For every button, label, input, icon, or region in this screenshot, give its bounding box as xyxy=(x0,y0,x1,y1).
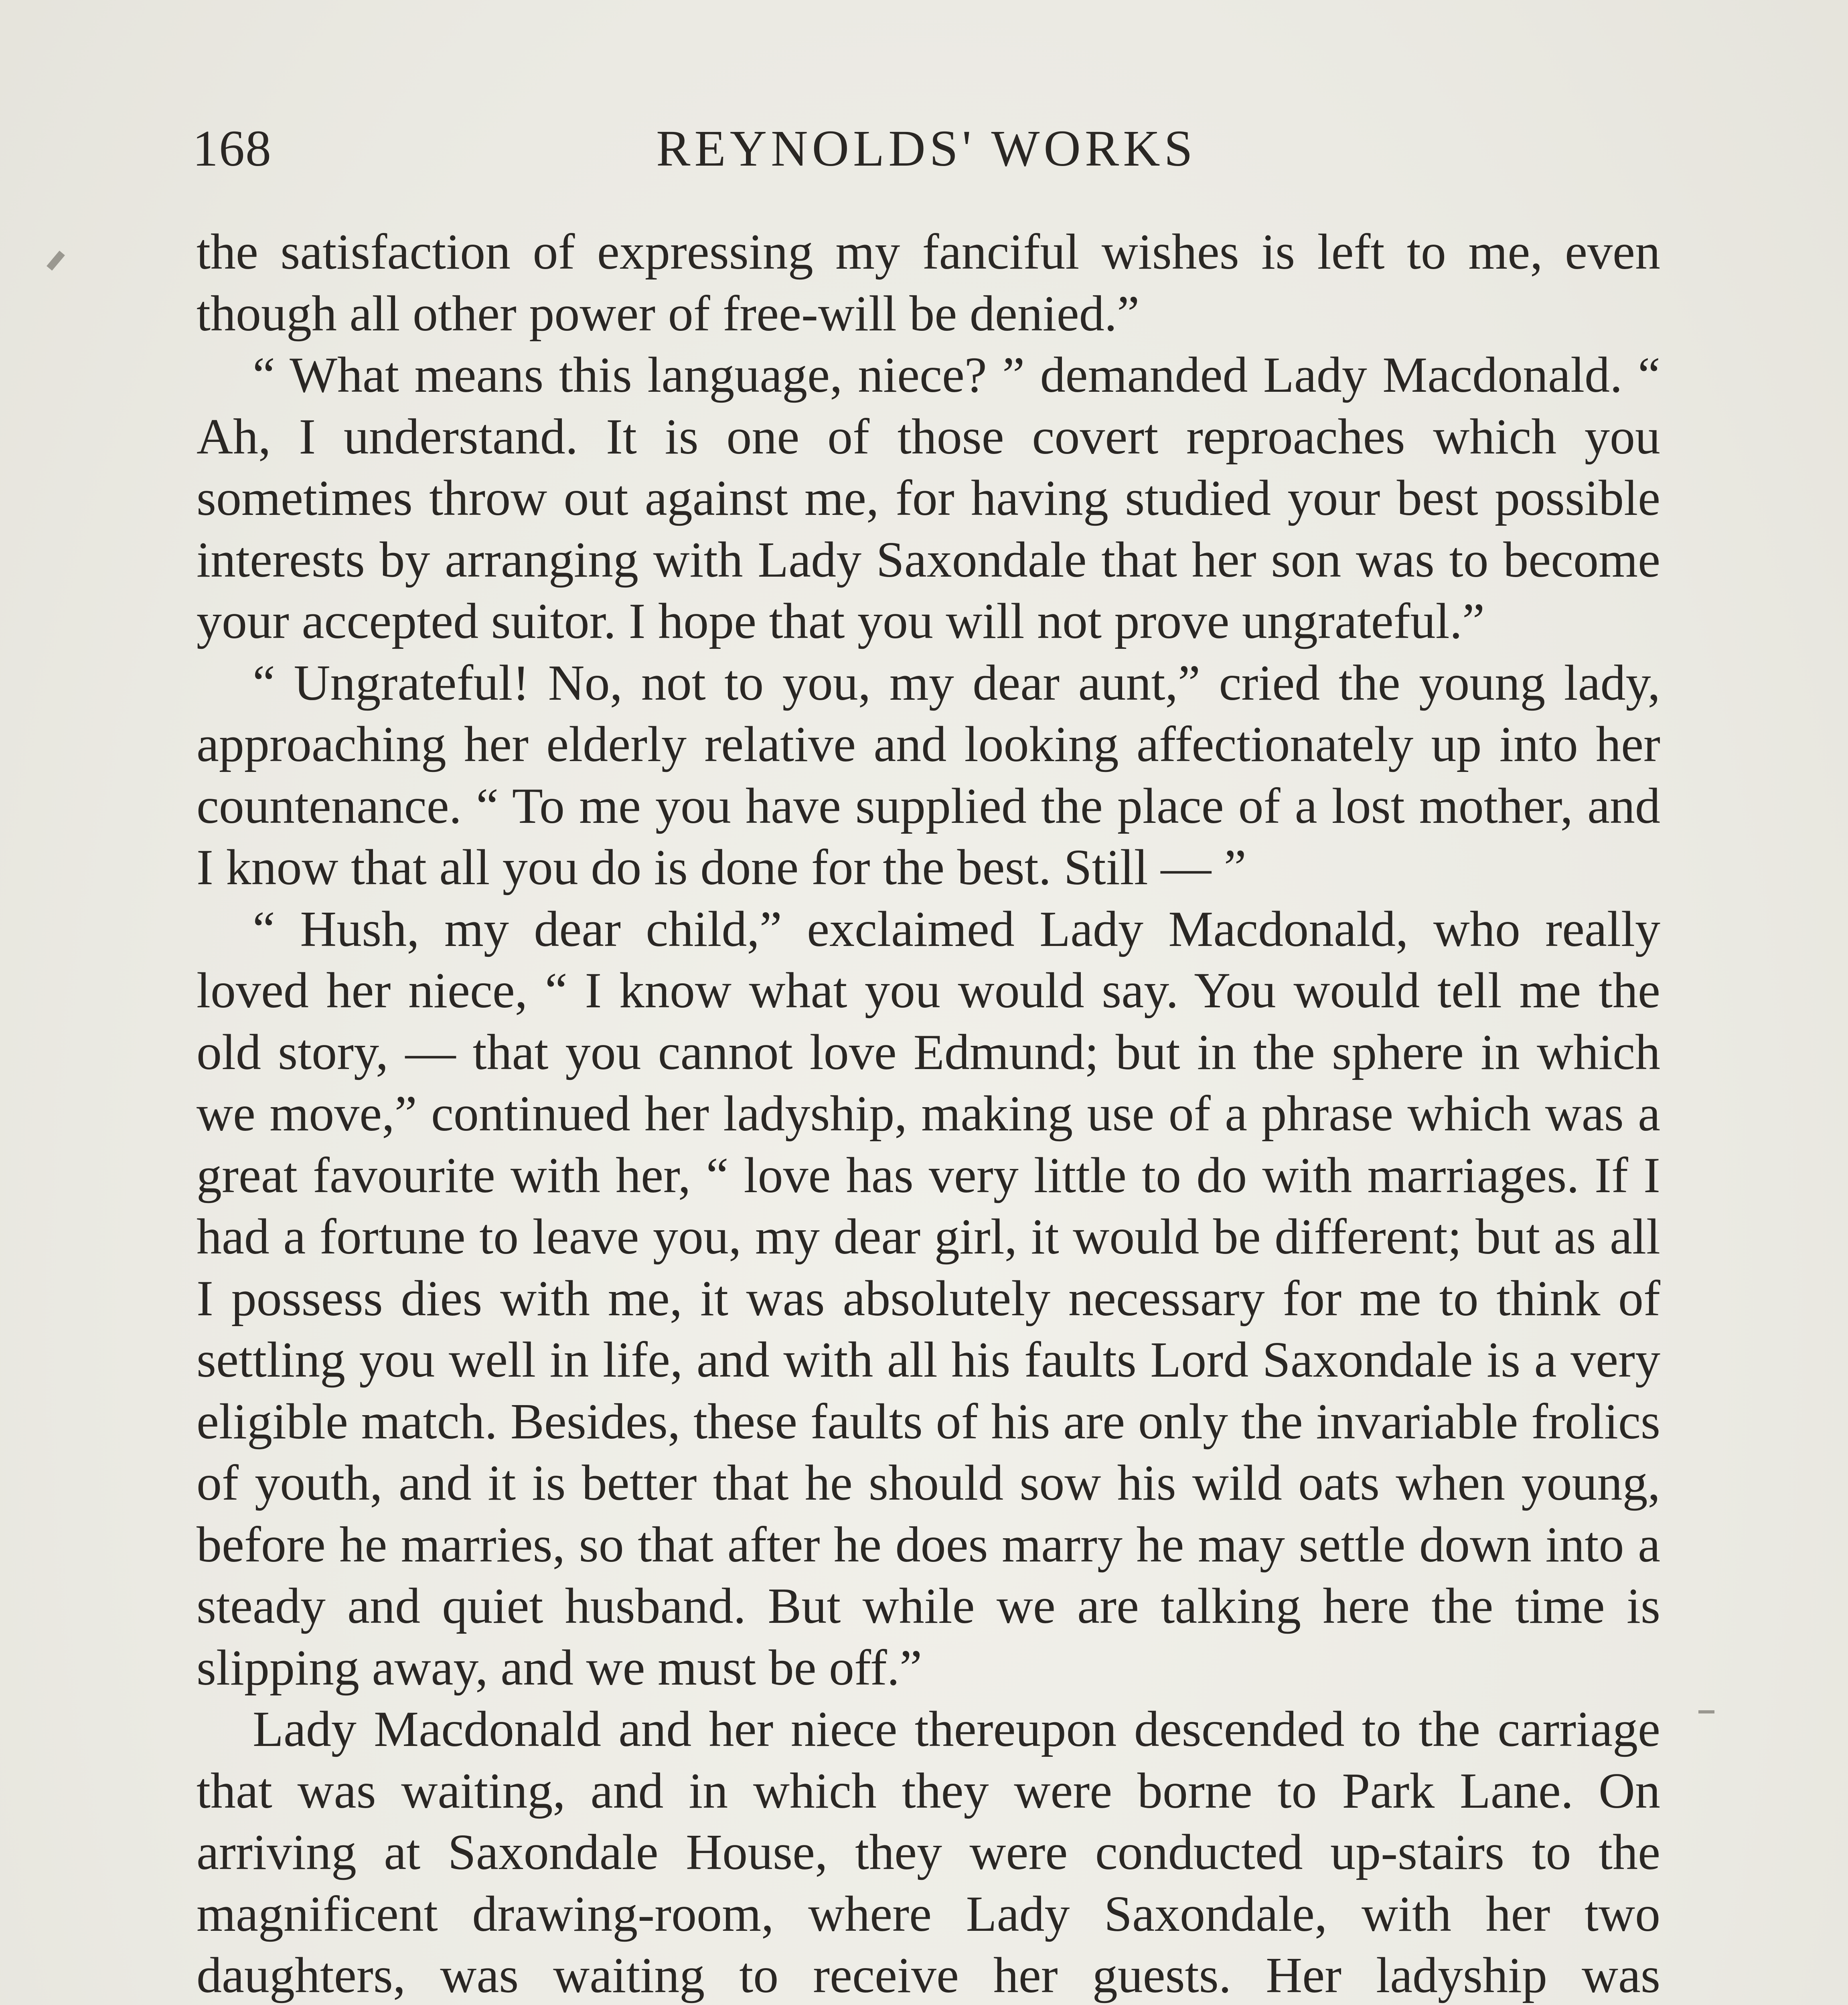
body-text xyxy=(197,221,1660,2005)
paragraph-5: Lady Macdonald and her niece thereupon descended to the carriage that was waiting, and in which they were borne to Park Lane. On arriving at Saxondale House, they were conducted up-stairs to the magnificent drawing-room, where Lady Saxondale, with her two daughters, was waiting to receive her guests. Her ladyship was xyxy=(197,1701,1660,2003)
paper-speck xyxy=(1698,1710,1714,1713)
paragraph-4: “ Hush, my dear child,” exclaimed Lady Macdonald, who really loved her niece, “ I know what you would say. You would tell me the old story, — that you cannot love Edmund; but in the sphere in which we move,” continued her ladyship, making use of a phrase which was a great favourite with her, “ love has very little to do with marriages. If I had a fortune to leave you, my dear girl, it would be different; but as all I possess dies with me, it was absolutely necessary for me to think of settling you well in life, and with all his faults Lord Saxondale is a very eligible match. Besides, these faults of his are only the invariable frolics of youth, and it is better that he should sow his wild oats when young, before he marries, so that after he does marry he may settle down into a steady and quiet husband. But while we are talking here the time is slipping away, and we must be off.” xyxy=(197,901,1660,1696)
paragraph-3: “ Ungrateful! No, not to you, my dear aunt,” cried the young lady, approaching her elderly relative and looking affectionately up into her countenance. “ To me you have supplied the place of a lost mother, and I know that all you do is done for the best. Still — ” xyxy=(197,655,1660,895)
running-title: REYNOLDS' WORKS xyxy=(656,120,1197,177)
paragraph-2: “ What means this language, niece? ” demanded Lady Macdonald. “ Ah, I understand. It is one of those covert reproaches which you sometimes throw out against me, for having studied your best possible interests by arranging with Lady Saxondale that her son was to become your accepted suitor. I hope that you will not prove ungrateful.” xyxy=(197,347,1660,649)
paragraph-1: the satisfaction of expressing my fanciful wishes is left to me, even though all other power of free-will be denied.” xyxy=(197,224,1660,342)
page-header xyxy=(192,108,1660,188)
page-number: 168 xyxy=(192,120,272,177)
paper-speck xyxy=(47,251,65,271)
